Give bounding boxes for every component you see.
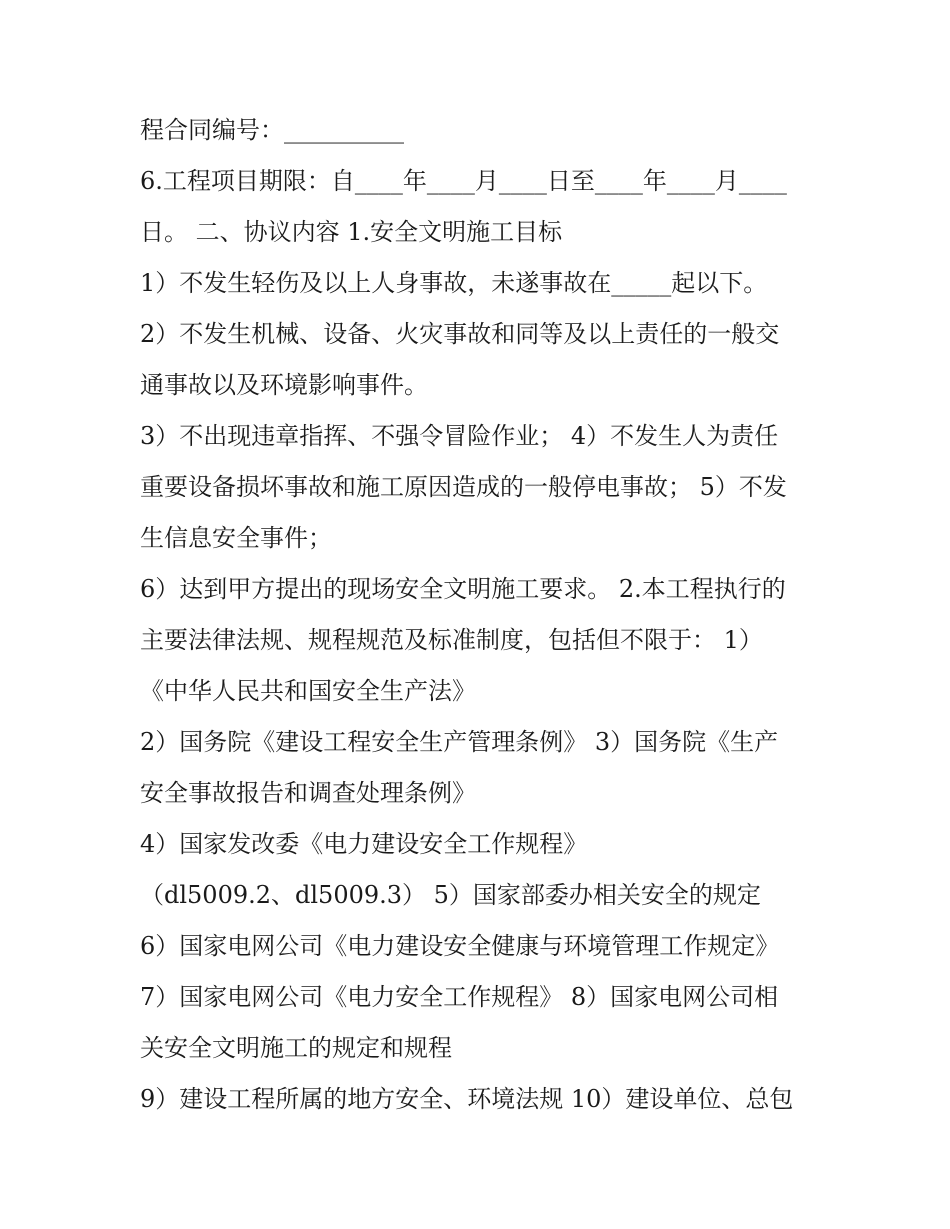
document-body — [140, 105, 820, 1125]
safety-goal-3-4-line: 3）不出现违章指挥、不强令冒险作业； 4）不发生人为责任 — [140, 422, 779, 450]
regulations-intro-line: 主要法律法规、规程规范及标准制度，包括但不限于： 1） — [140, 626, 763, 654]
regulation-4-line: 4）国家发改委《电力建设安全工作规程》 — [140, 830, 588, 858]
contract-number-line: 程合同编号：__________ — [140, 116, 404, 144]
safety-goal-6-line: 6）达到甲方提出的现场安全文明施工要求。 2.本工程执行的 — [140, 575, 786, 603]
regulation-9-10-line: 9）建设工程所属的地方安全、环境法规 10）建设单位、总包 — [140, 1085, 794, 1113]
regulation-3-continued-line: 安全事故报告和调查处理条例》 — [140, 779, 476, 807]
safety-goal-4-5-line: 重要设备损坏事故和施工原因造成的一般停电事故； 5）不发 — [140, 473, 787, 501]
safety-goal-2-line: 2）不发生机械、设备、火灾事故和同等及以上责任的一般交 — [140, 320, 780, 348]
agreement-content-heading-line: 日。 二、协议内容 1.安全文明施工目标 — [140, 218, 563, 246]
regulation-4-5-line: （dl5009.2、dl5009.3） 5）国家部委办相关安全的规定 — [140, 881, 761, 909]
safety-goal-1-line: 1）不发生轻伤及以上人身事故，未遂事故在_____起以下。 — [140, 269, 768, 297]
safety-goal-2-continued-line: 通事故以及环境影响事件。 — [140, 371, 428, 399]
regulation-7-8-line: 7）国家电网公司《电力安全工作规程》 8）国家电网公司相 — [140, 983, 779, 1011]
regulation-8-continued-line: 关安全文明施工的规定和规程 — [140, 1034, 452, 1062]
regulation-6-line: 6）国家电网公司《电力建设安全健康与环境管理工作规定》 — [140, 932, 780, 960]
regulation-2-3-line: 2）国务院《建设工程安全生产管理条例》 3）国务院《生产 — [140, 728, 779, 756]
regulation-1-line: 《中华人民共和国安全生产法》 — [140, 677, 476, 705]
safety-goal-5-continued-line: 生信息安全事件； — [140, 524, 332, 552]
project-period-line: 6.工程项目期限：自____年____月____日至____年____月____ — [140, 167, 787, 195]
